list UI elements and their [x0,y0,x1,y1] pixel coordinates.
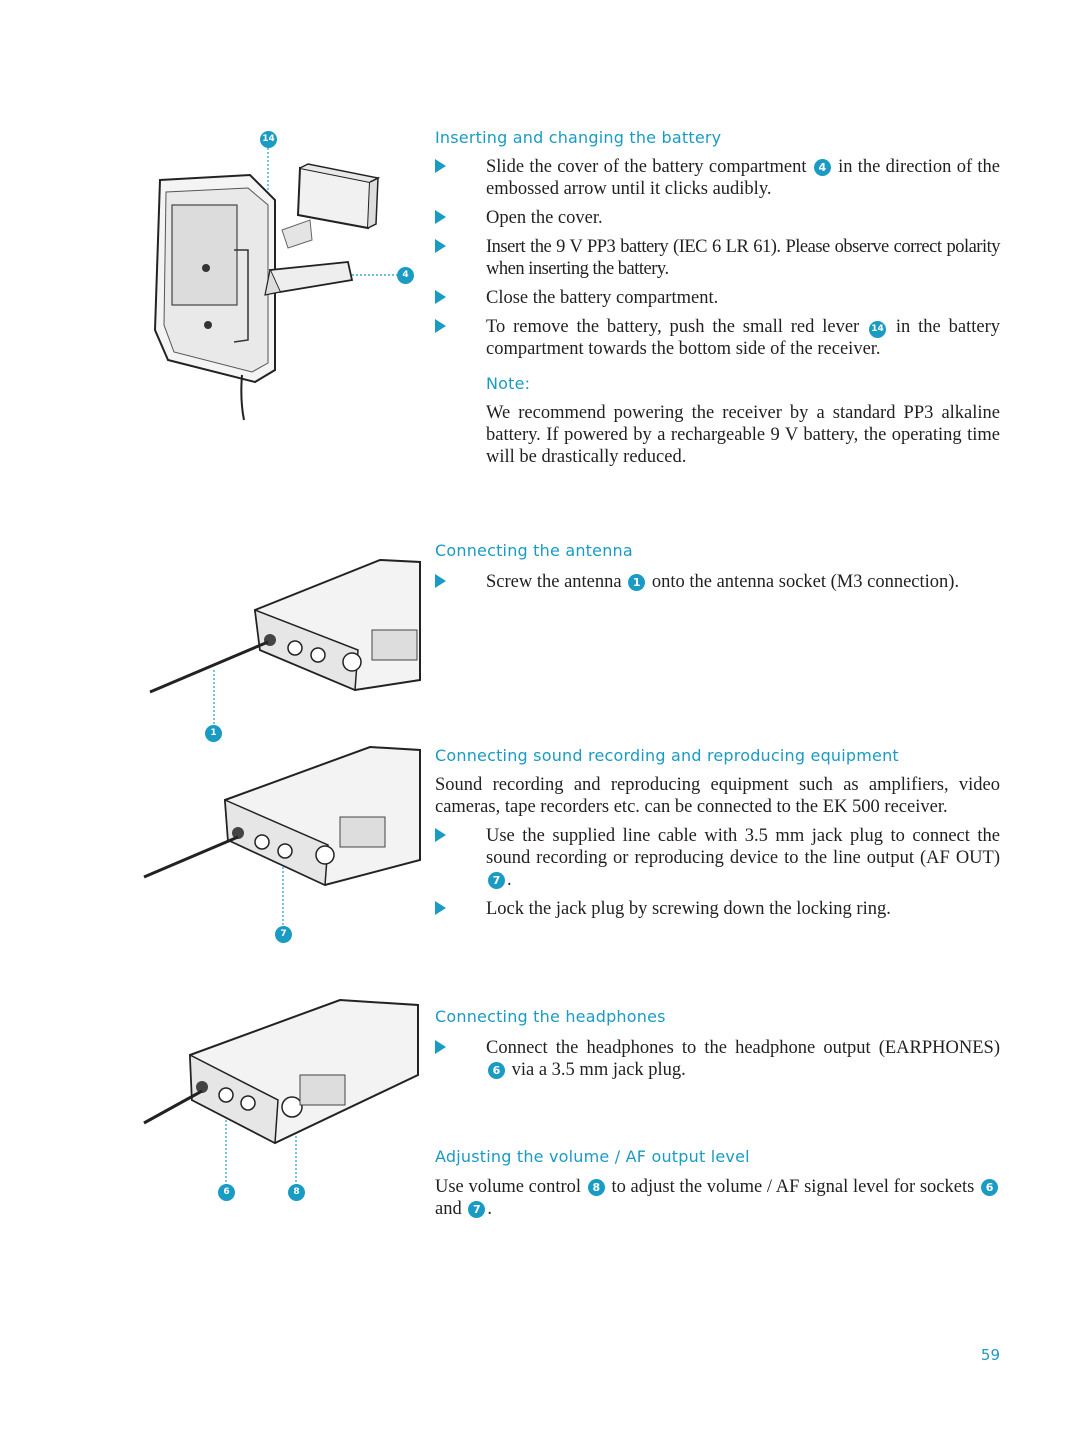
bullet-arrow-icon [435,901,446,915]
heading-antenna: Connecting the antenna [435,541,633,560]
bullet-text: Slide the cover of the battery compartment 4 in the direction of the embossed arrow until it clicks audibly. [486,157,1000,199]
ref-number-1: 1 [628,574,645,591]
bullet-arrow-icon [435,574,446,588]
bullet-arrow-icon [435,210,446,224]
bullet-arrow-icon [435,1040,446,1054]
line-output-illustration [140,745,420,945]
antenna-connection-illustration [140,540,420,740]
ref-number-6: 6 [981,1179,998,1196]
bullet-arrow-icon [435,290,446,304]
bullet-text: To remove the battery, push the small red lever 14 in the battery compartment towards the bottom side of the receiver. [486,317,1000,359]
heading-recording: Connecting sound recording and reproducing equipment [435,746,899,765]
callout-6: 6 [218,1184,235,1201]
callout-1: 1 [205,725,222,742]
bullet-text: Insert the 9 V PP3 battery (IEC 6 LR 61). Please observe correct polarity when inserting the battery. [486,237,1000,279]
bullet-text: Lock the jack plug by screwing down the locking ring. [486,899,891,919]
heading-volume: Adjusting the volume / AF output level [435,1147,750,1166]
ref-number-6: 6 [488,1062,505,1079]
bullet-arrow-icon [435,239,446,253]
bullet-arrow-icon [435,159,446,173]
callout-4: 4 [397,267,414,284]
volume-text: Use volume control 8 to adjust the volume / AF signal level for sockets 6 and 7 . [435,1176,1000,1220]
note-text: We recommend powering the receiver by a standard PP3 alkaline battery. If powered by a rechargeable 9 V battery, the operating time will be drastically reduced. [486,403,1000,467]
heading-headphones: Connecting the headphones [435,1007,666,1026]
callout-7: 7 [275,926,292,943]
ref-number-14: 14 [869,321,886,338]
bullet-text: Screw the antenna 1 onto the antenna socket (M3 connection). [486,572,960,592]
bullet-text: Use the supplied line cable with 3.5 mm jack plug to connect the sound recording or reproducing device to the line output (AF OUT) 7 . [486,826,1000,890]
ref-number-7: 7 [468,1201,485,1218]
battery-compartment-illustration [130,120,430,430]
note-label: Note: [486,374,531,393]
ref-number-7: 7 [488,872,505,889]
heading-battery: Inserting and changing the battery [435,128,722,147]
headphone-output-illustration [140,995,420,1200]
bullet-text: Close the battery compartment. [486,288,719,308]
bullet-arrow-icon [435,319,446,333]
page-number: 59 [980,1346,1000,1364]
bullet-arrow-icon [435,828,446,842]
callout-14: 14 [260,131,277,148]
ref-number-4: 4 [814,159,831,176]
callout-8: 8 [288,1184,305,1201]
bullet-text: Open the cover. [486,208,603,228]
recording-intro: Sound recording and reproducing equipment such as amplifiers, video cameras, tape recorders etc. can be connected to the EK 500 receiver. [435,775,1000,817]
ref-number-8: 8 [588,1179,605,1196]
bullet-text: Connect the headphones to the headphone output (EARPHONES) 6 via a 3.5 mm jack plug. [486,1038,1000,1080]
